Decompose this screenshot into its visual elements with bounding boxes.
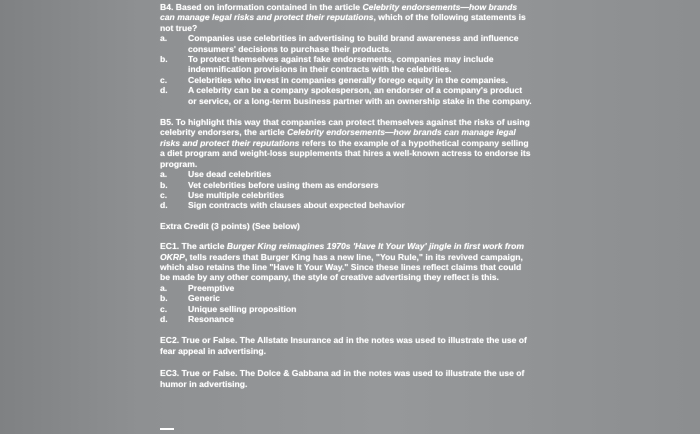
option-c[interactable]: c. Unique selling proposition: [160, 303, 297, 314]
question-ec2: EC2. True or False. The Allstate Insurance ad in the notes was used to illustrate the use of fear appeal in advertising.: [160, 335, 527, 356]
option-d[interactable]: d. Resonance: [160, 313, 234, 324]
option-b[interactable]: b. Vet celebrities before using them as endorsers: [160, 179, 379, 190]
extra-credit-heading: Extra Credit (3 points) (See below): [160, 220, 300, 231]
question-b5: [160, 117, 532, 211]
option-a[interactable]: a. Use dead celebrities: [160, 169, 272, 180]
option-d[interactable]: d. Sign contracts with clauses about expected behavior: [160, 200, 405, 211]
quiz-content: [160, 2, 532, 398]
question-b4: [160, 2, 532, 106]
option-d[interactable]: d. A celebrity can be a company spokesperson, an endorser of a company's product or service, or a long-term business partner with an ownership stake in the company.: [160, 85, 532, 106]
option-b[interactable]: b. To protect themselves against fake endorsements, companies may include indemnification provisions in their contracts with the celebrities.: [160, 54, 494, 75]
article-title: Celebrity endorsements—how brands can manage legal risks and protect their reputations: [160, 2, 518, 23]
question-ec1: [160, 241, 532, 324]
option-b[interactable]: b. Generic: [160, 293, 221, 304]
option-c[interactable]: c. Use multiple celebrities: [160, 189, 284, 200]
question-b4-stem: B4. Based on information contained in the article Celebrity endorsements—how brands can manage legal risks and protect their reputations, which of the following statements is not true?: [160, 2, 526, 33]
question-ec1-stem: EC1. The article Burger King reimagines 1970s 'Have It Your Way' jingle in first work from OKRP, tells readers that Burger King has a new line, "You Rule," in its revived campaign, which also retains the line "Have It Your Way." Since these lines reflect claims that could be made by any other company, the style of creative advertising they reflect is this.: [160, 241, 525, 283]
option-a[interactable]: a. Companies use celebrities in advertising to build brand awareness and influence consumers' decisions to purchase their products.: [160, 33, 519, 54]
question-ec3: EC3. True or False. The Dolce & Gabbana ad in the notes was used to illustrate the use of humor in advertising.: [160, 368, 525, 389]
question-b5-stem: B5. To highlight this way that companies can protect themselves against the risks of using celebrity endorsers, the article Celebrity endorsements—how brands can manage legal risks and protect their reputations refers to the example of a hypothetical company selling a diet program and weight-loss supplements that hires a well-known actress to endorse its program.: [160, 117, 531, 169]
option-a[interactable]: a. Preemptive: [160, 282, 235, 293]
article-title: Burger King reimagines 1970s 'Have It Your Way' jingle in first work from OKRP: [160, 241, 525, 262]
article-title: Celebrity endorsements—how brands can manage legal risks and protect their reputations: [160, 127, 516, 148]
divider: [160, 428, 174, 430]
option-c[interactable]: c. Celebrities who invest in companies generally forego equity in the companies.: [160, 74, 508, 85]
